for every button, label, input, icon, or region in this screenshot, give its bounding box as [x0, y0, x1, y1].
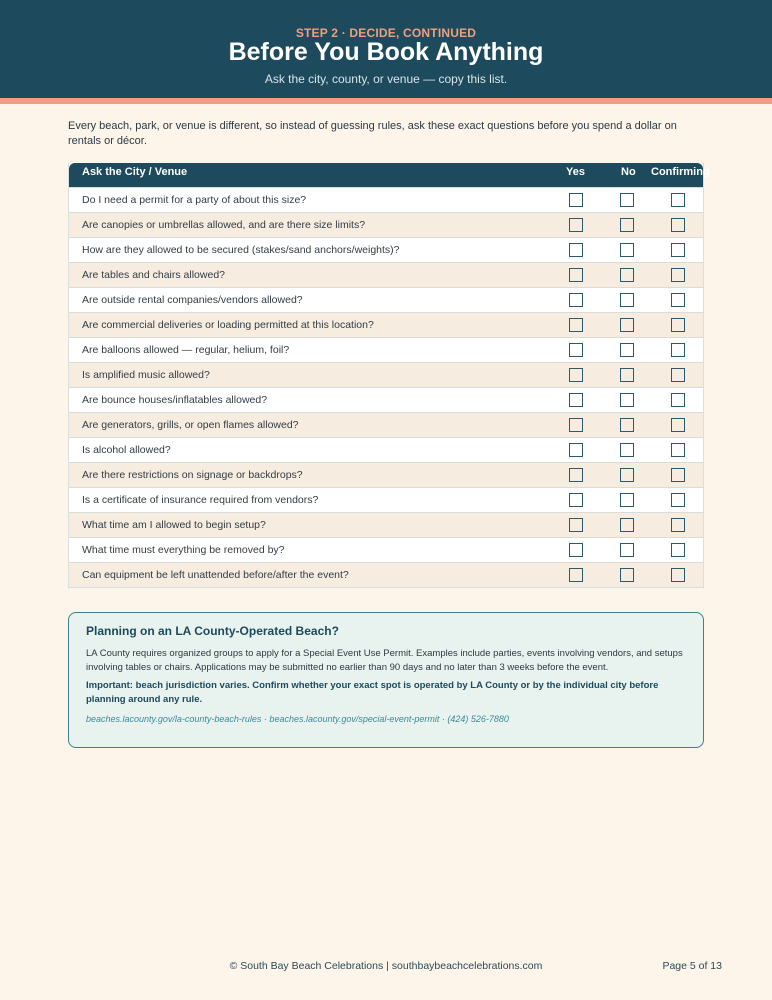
confirming-checkbox[interactable] [671, 318, 685, 332]
callout-links: beaches.lacounty.gov/la-county-beach-rules · beaches.lacounty.gov/special-event-permit · (424) 526-7880 [86, 714, 509, 724]
callout-important-note: Important: beach jurisdiction varies. Confirm whether your exact spot is operated by LA County or by the individual city before planning around any rule. [86, 680, 659, 705]
table-row [69, 512, 703, 537]
confirming-checkbox[interactable] [671, 418, 685, 432]
column-header-question: Ask the City / Venue [82, 166, 188, 178]
table-row [69, 562, 703, 587]
table-row [69, 462, 703, 487]
page-subtitle: Ask the city, county, or venue — copy this list. [264, 72, 508, 86]
yes-checkbox[interactable] [569, 218, 583, 232]
question-text: Are outside rental companies/vendors allowed? [82, 294, 303, 306]
confirming-checkbox[interactable] [671, 368, 685, 382]
table-row [69, 412, 703, 437]
no-checkbox[interactable] [620, 543, 634, 557]
confirming-checkbox[interactable] [671, 518, 685, 532]
yes-checkbox[interactable] [569, 493, 583, 507]
no-checkbox[interactable] [620, 468, 634, 482]
callout-body: LA County requires organized groups to apply for a Special Event Use Permit. Examples include parties, events involving vendors, and setups involving tables or chairs. Applications may be submitted no earlier than 90 days and no later than 3 weeks before the event. [86, 648, 683, 673]
confirming-checkbox[interactable] [671, 493, 685, 507]
page-number: Page 5 of 13 [662, 960, 722, 972]
yes-checkbox[interactable] [569, 193, 583, 207]
yes-checkbox[interactable] [569, 568, 583, 582]
table-body [69, 187, 703, 587]
no-checkbox[interactable] [620, 193, 634, 207]
confirming-checkbox[interactable] [671, 218, 685, 232]
table-header [69, 163, 710, 187]
yes-checkbox[interactable] [569, 543, 583, 557]
no-checkbox[interactable] [620, 343, 634, 357]
question-text: Are generators, grills, or open flames allowed? [82, 419, 299, 431]
question-text: Are bounce houses/inflatables allowed? [82, 394, 268, 406]
yes-checkbox[interactable] [569, 318, 583, 332]
no-checkbox[interactable] [620, 218, 634, 232]
no-checkbox[interactable] [620, 518, 634, 532]
footer-copyright: © South Bay Beach Celebrations | southbaybeachcelebrations.com [229, 960, 543, 972]
question-text: Can equipment be left unattended before/after the event? [82, 569, 349, 581]
table-row [69, 337, 703, 362]
yes-checkbox[interactable] [569, 518, 583, 532]
table-row [69, 387, 703, 412]
confirming-checkbox[interactable] [671, 568, 685, 582]
yes-checkbox[interactable] [569, 468, 583, 482]
question-text: Are balloons allowed — regular, helium, foil? [82, 344, 290, 356]
column-header-no: No [621, 166, 636, 178]
callout-title: Planning on an LA County-Operated Beach? [86, 624, 339, 638]
no-checkbox[interactable] [620, 568, 634, 582]
confirming-checkbox[interactable] [671, 193, 685, 207]
question-text: Are canopies or umbrellas allowed, and are there size limits? [82, 219, 366, 231]
page-title: Before You Book Anything [228, 38, 544, 66]
table-row [69, 537, 703, 562]
table-row [69, 262, 703, 287]
question-text: Do I need a permit for a party of about this size? [82, 194, 307, 206]
la-county-callout [68, 612, 704, 748]
question-text: Are commercial deliveries or loading permitted at this location? [82, 319, 374, 331]
no-checkbox[interactable] [620, 368, 634, 382]
confirming-checkbox[interactable] [671, 393, 685, 407]
question-text: Is amplified music allowed? [82, 369, 210, 381]
table-row [69, 437, 703, 462]
no-checkbox[interactable] [620, 493, 634, 507]
no-checkbox[interactable] [620, 293, 634, 307]
table-row [69, 312, 703, 337]
no-checkbox[interactable] [620, 443, 634, 457]
yes-checkbox[interactable] [569, 368, 583, 382]
table-row [69, 187, 703, 212]
no-checkbox[interactable] [620, 393, 634, 407]
table-row [69, 237, 703, 262]
table-row [69, 212, 703, 237]
no-checkbox[interactable] [620, 243, 634, 257]
confirming-checkbox[interactable] [671, 343, 685, 357]
question-text: Are tables and chairs allowed? [82, 269, 226, 281]
question-text: Are there restrictions on signage or backdrops? [82, 469, 303, 481]
yes-checkbox[interactable] [569, 418, 583, 432]
confirming-checkbox[interactable] [671, 243, 685, 257]
step-label: STEP 2 · DECIDE, CONTINUED [295, 26, 477, 40]
yes-checkbox[interactable] [569, 343, 583, 357]
yes-checkbox[interactable] [569, 243, 583, 257]
table-row [69, 487, 703, 512]
no-checkbox[interactable] [620, 318, 634, 332]
question-text: How are they allowed to be secured (stakes/sand anchors/weights)? [82, 244, 400, 256]
no-checkbox[interactable] [620, 418, 634, 432]
confirming-checkbox[interactable] [671, 293, 685, 307]
yes-checkbox[interactable] [569, 443, 583, 457]
header-accent-stripe [0, 98, 772, 104]
question-text: Is a certificate of insurance required from vendors? [82, 494, 319, 506]
no-checkbox[interactable] [620, 268, 634, 282]
question-text: Is alcohol allowed? [82, 444, 171, 456]
question-text: What time must everything be removed by? [82, 544, 285, 556]
yes-checkbox[interactable] [569, 293, 583, 307]
confirming-checkbox[interactable] [671, 543, 685, 557]
table-row [69, 287, 703, 312]
confirming-checkbox[interactable] [671, 443, 685, 457]
column-header-confirming: Confirming [651, 166, 710, 178]
intro-paragraph: Every beach, park, or venue is different, so instead of guessing rules, ask these exact questions before you spend a dollar on rentals or décor. [68, 120, 677, 147]
confirming-checkbox[interactable] [671, 468, 685, 482]
yes-checkbox[interactable] [569, 393, 583, 407]
question-text: What time am I allowed to begin setup? [82, 519, 266, 531]
questions-checklist-table [68, 163, 710, 588]
confirming-checkbox[interactable] [671, 268, 685, 282]
page-header [0, 0, 772, 98]
table-row [69, 362, 703, 387]
yes-checkbox[interactable] [569, 268, 583, 282]
column-header-yes: Yes [566, 166, 585, 178]
